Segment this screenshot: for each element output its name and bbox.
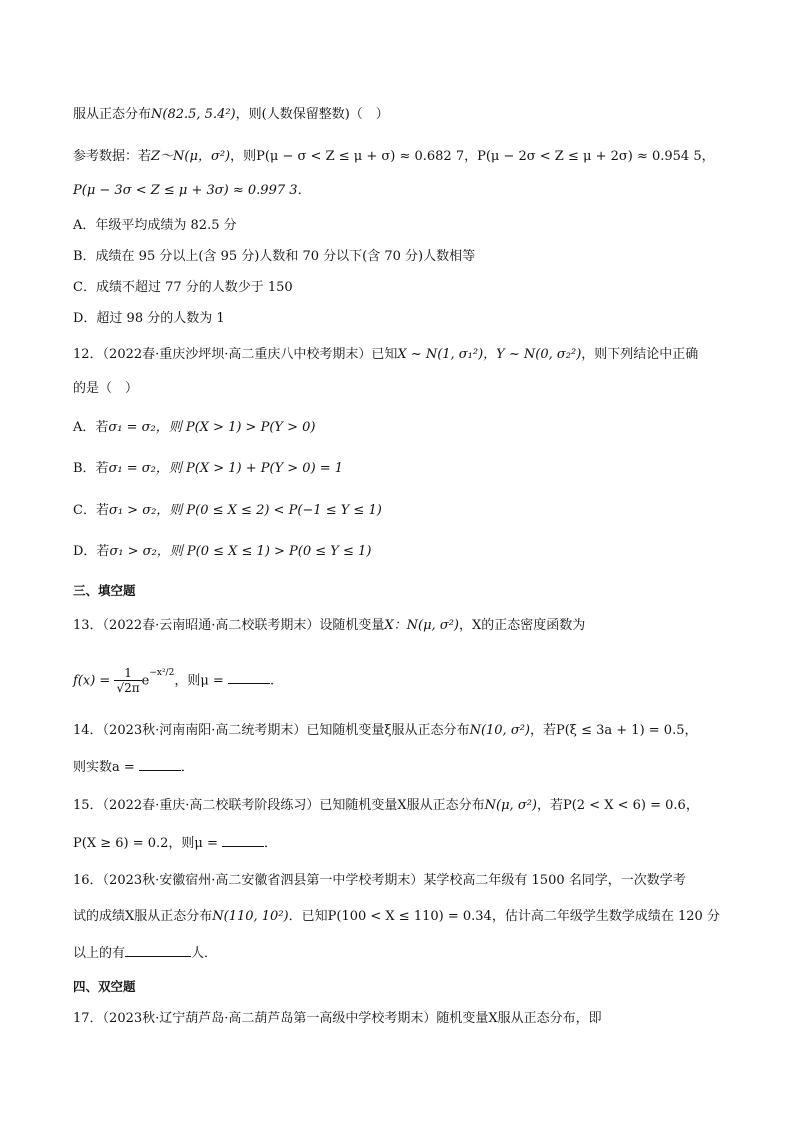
q11-option-a: A．年级平均成绩为 82.5 分: [73, 218, 237, 233]
q14-stem-text: 14．（2023秋·河南南阳·高二统考期末）已知随机变量ξ服从正态分布: [73, 723, 470, 738]
q11-option-b: B．成绩在 95 分以上(含 95 分)人数和 70 分以下(含 70 分)人数相等: [73, 249, 476, 264]
section-heading-double-blank: 四、双空题: [73, 979, 136, 994]
q12-option-a: [73, 419, 315, 437]
q13-end: .: [269, 673, 275, 689]
q16-answer-blank: [125, 956, 191, 957]
q13-stem-tail: ，X的正态密度函数为: [458, 618, 586, 633]
q16-stem-2-math: N(110, 10²): [212, 909, 289, 924]
q11-stem-tail: ，则(人数保留整数)（ ）: [235, 107, 389, 122]
q11-option-d: D．超过 98 分的人数为 1: [73, 311, 225, 326]
q15-stem-2-text: P(X ≥ 6) = 0.2，则μ =: [73, 836, 218, 851]
q14-stem-2: [73, 759, 194, 777]
q12-stem-math: X ~ N(1, σ₁²)，Y ~ N(0, σ₂²): [397, 347, 582, 362]
q13-stem: [73, 617, 585, 635]
q13-stem-math: X：N(μ, σ²): [384, 618, 459, 633]
q16-stem-2-tail: ．已知P(100 < X ≤ 110) = 0.34，估计高二年级学生数学成绩在 120 分: [288, 909, 720, 924]
q15-end: ．: [264, 836, 278, 851]
q17-stem: 17．（2023秋·辽宁葫芦岛·高二葫芦岛第一高级中学校考期末）随机变量X服从正态分布，即: [73, 1011, 602, 1026]
q11-stem: [73, 106, 389, 124]
q13-stem-text: 13．（2022春·云南昭通·高二校联考期末）设随机变量: [73, 618, 385, 633]
q12-option-a-label: A．若: [73, 420, 109, 435]
q16-stem-2-text: 试的成绩X服从正态分布: [73, 909, 213, 924]
q11-option-c: C．成绩不超过 77 分的人数少于 150: [73, 280, 293, 295]
q16-stem: 16．（2023秋·安徽宿州·高二安徽省泗县第一中学校考期末）某学校高二年级有 1500 名同学，一次数学考: [73, 873, 686, 888]
q15-stem-math: N(μ, σ²): [484, 798, 537, 813]
q16-stem-3-tail: 人．: [191, 946, 218, 961]
q15-stem: [73, 797, 699, 815]
q12-stem-tail: ，则下列结论中正确: [581, 347, 699, 362]
q12-option-d-label: D．若: [73, 544, 110, 559]
q12-option-b-label: B．若: [73, 461, 109, 476]
q12-stem-text: 12．（2022春·重庆沙坪坝·高二重庆八中校考期末）已知: [73, 347, 398, 362]
q16-stem-2: [73, 908, 720, 926]
q15-stem-tail: ，若P(2 < X < 6) = 0.6，: [536, 798, 699, 813]
q12-stem-2: 的是（ ）: [73, 381, 139, 396]
q16-stem-3: [73, 945, 217, 963]
section-heading-fill-blank: 三、填空题: [73, 583, 136, 598]
q11-ref-p3: P(μ − 3σ < Z ≤ μ + 3σ) ≈ 0.997 3．: [73, 183, 311, 198]
q12-option-c-label: C．若: [73, 503, 109, 518]
q11-ref-z: Z～N(μ，σ²): [151, 149, 231, 164]
q12-option-d: [73, 543, 371, 561]
q12-option-d-math: σ₁ > σ₂，则 P(0 ≤ X ≤ 1) > P(0 ≤ Y ≤ 1): [109, 544, 372, 559]
q11-reference-data-2: [73, 182, 311, 200]
q13-answer-blank: [228, 683, 270, 684]
q13-density-function: [73, 660, 274, 698]
q15-stem-2: [73, 835, 277, 853]
q11-reference-data: [73, 148, 715, 166]
q12-option-a-math: σ₁ = σ₂，则 P(X > 1) > P(Y > 0): [108, 420, 316, 435]
q12-option-c: [73, 502, 382, 520]
q12-option-b: [73, 460, 343, 478]
q11-ref-p1: ，则P(μ − σ < Z ≤ μ + σ) ≈ 0.682 7，P(μ − 2σ < Z ≤ μ + 2σ) ≈ 0.954 5，: [230, 149, 715, 164]
q14-stem-2-text: 则实数a =: [73, 760, 135, 775]
q13-exp-base: e: [141, 673, 150, 689]
q14-stem-tail: ，若P(ξ ≤ 3a + 1) = 0.5，: [529, 723, 698, 738]
q15-stem-text: 15．（2022春·重庆·高二校联考阶段练习）已知随机变量X服从正态分布: [73, 798, 485, 813]
q11-distribution: N(82.5, 5.4²): [151, 107, 236, 122]
q14-end: ．: [180, 760, 194, 775]
q11-ref-label: 参考数据：若: [73, 149, 152, 164]
q12-stem: [73, 346, 698, 364]
q14-answer-blank: [139, 770, 181, 771]
q11-stem-text: 服从正态分布: [73, 107, 152, 122]
q13-tail: ，则μ =: [174, 673, 224, 689]
q13-exponent: −x²/2: [149, 668, 175, 678]
q13-fraction: [114, 666, 141, 695]
q14-stem: [73, 722, 697, 740]
q12-option-b-math: σ₁ = σ₂，则 P(X > 1) + P(Y > 0) = 1: [108, 461, 344, 476]
q12-option-c-math: σ₁ > σ₂，则 P(0 ≤ X ≤ 2) < P(−1 ≤ Y ≤ 1): [108, 503, 382, 518]
q14-stem-math: N(10, σ²): [469, 723, 530, 738]
q13-fraction-denominator: √2π: [116, 681, 140, 696]
q15-answer-blank: [222, 846, 264, 847]
q13-f-lhs: f(x) =: [73, 673, 111, 689]
q16-stem-3-text: 以上的有: [73, 946, 126, 961]
q13-fraction-numerator: 1: [114, 666, 141, 681]
